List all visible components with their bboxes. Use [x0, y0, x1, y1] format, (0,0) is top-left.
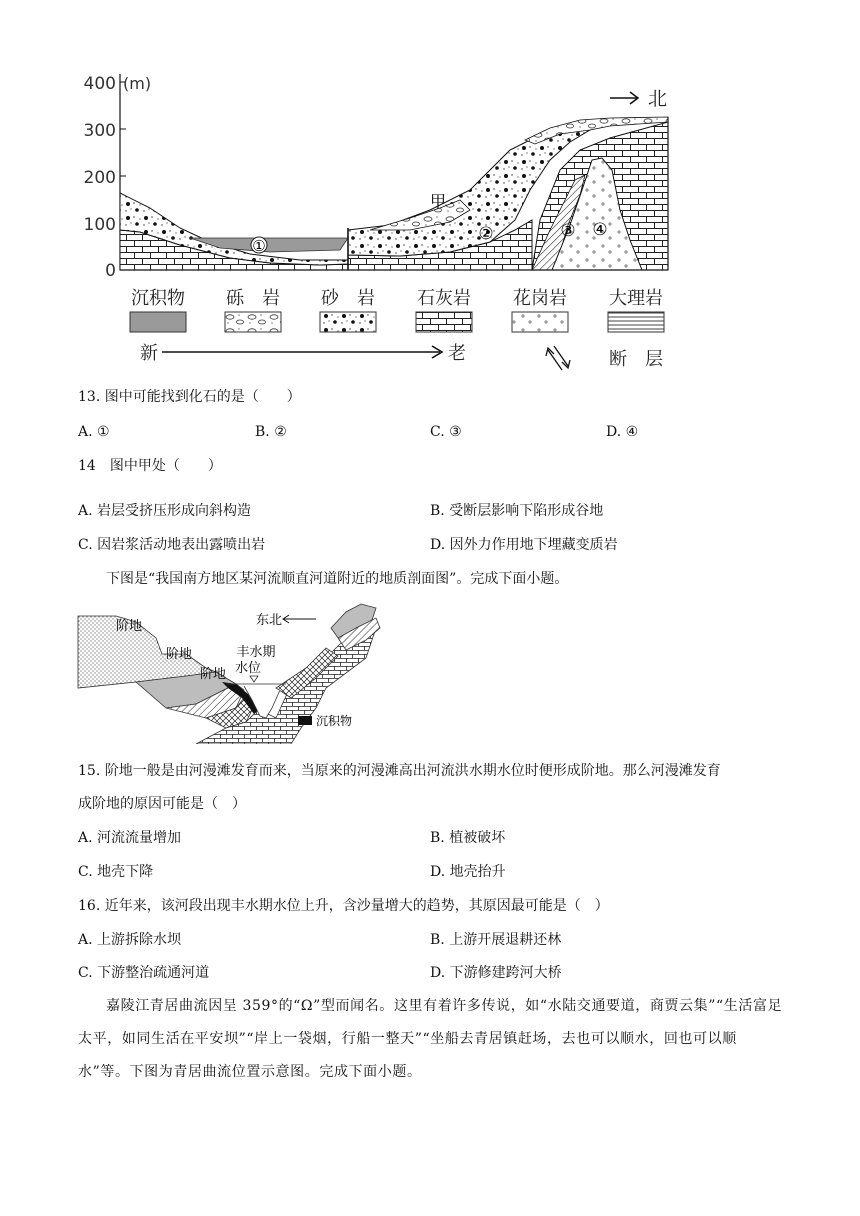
- q13-option-a[interactable]: A. ①: [78, 424, 110, 440]
- flood-level-label-line2: 水位: [234, 661, 262, 676]
- marker-1: ①: [252, 237, 266, 255]
- y-tick-label: 0: [105, 261, 116, 281]
- legend-swatch-limestone: [416, 312, 472, 332]
- question-15-stem-line2: 成阶地的原因可能是（ ）: [78, 796, 246, 812]
- age-arrow-icon: [162, 346, 442, 358]
- legend-sediment-swatch: [298, 716, 312, 725]
- fault-symbol-icon: [546, 346, 570, 370]
- q16-option-d[interactable]: D. 下游修建跨河大桥: [430, 965, 562, 981]
- terrace-label-middle: 阶地: [166, 647, 193, 662]
- legend-label: 沉积物: [131, 288, 185, 309]
- legend-label: 砾 岩: [226, 288, 280, 309]
- q15-option-a[interactable]: A. 河流流量增加: [78, 830, 182, 846]
- legend-swatch-sediment: [130, 312, 186, 332]
- q16-option-c[interactable]: C. 下游整治疏通河道: [78, 965, 210, 981]
- legend-label: 石灰岩: [417, 288, 471, 309]
- legend-sediment-label: 沉积物: [316, 714, 353, 728]
- figure2-intro: 下图是“我国南方地区某河流顺直河道附近的地质剖面图”。完成下面小题。: [106, 571, 569, 587]
- legend-swatch-conglomerate: [225, 312, 281, 332]
- q13-option-b[interactable]: B. ②: [255, 424, 287, 440]
- legend-label: 花岗岩: [513, 288, 567, 309]
- q14-option-a[interactable]: A. 岩层受挤压形成向斜构造: [78, 503, 252, 519]
- north-label: 北: [648, 88, 668, 110]
- legend-label: 大理岩: [609, 288, 663, 309]
- q16-option-b[interactable]: B. 上游开展退耕还林: [430, 932, 562, 948]
- figure3-intro-paragraph: 嘉陵江青居曲流因呈 359°的“Ω”型而闻名。这里有着许多传说，如“水陆交通要道，商贾云集”“生活富足太平，如同生活在平安坝”“岸上一袋烟，行船一整天”“坐船去青居镇赶场，去也可以顺水，回也可以顺水”等。下图为青居曲流位置示意图。完成下面小题。: [78, 998, 783, 1080]
- q16-option-a[interactable]: A. 上游拆除水坝: [78, 932, 182, 948]
- y-tick-label: 200: [83, 168, 116, 188]
- river-profile-figure: [76, 598, 396, 744]
- legend-label: 砂 岩: [321, 288, 375, 309]
- legend-swatch-marble: [608, 312, 664, 332]
- q15-option-b[interactable]: B. 植被破坏: [430, 830, 506, 846]
- question-16-stem: 16. 近年来，该河段出现丰水期水位上升，含沙量增大的趋势，其原因最可能是（ ）: [78, 898, 609, 914]
- y-tick-label: 400: [83, 74, 116, 94]
- geological-profile-figure: [70, 60, 710, 375]
- direction-arrow-icon: [283, 615, 316, 623]
- terrace-label-upper: 阶地: [116, 619, 143, 634]
- water-level-marker-icon: [250, 676, 258, 682]
- marker-3: ③: [560, 221, 576, 241]
- flood-level-label-line1: 丰水期: [236, 645, 276, 660]
- jia-label: 甲: [429, 192, 447, 211]
- q15-option-c[interactable]: C. 地壳下降: [78, 864, 154, 880]
- legend-swatch-sandstone: [320, 312, 376, 332]
- q13-option-d[interactable]: D. ④: [606, 424, 639, 440]
- terrace-label-lower: 阶地: [200, 667, 227, 682]
- legend-swatch-granite: [512, 312, 568, 332]
- marker-2: ②: [478, 224, 494, 244]
- q13-option-c[interactable]: C. ③: [430, 424, 462, 440]
- fault-label: 断 层: [609, 349, 663, 370]
- q14-option-d[interactable]: D. 因外力作用地下埋藏变质岩: [430, 537, 618, 553]
- question-13-stem: 13. 图中可能找到化石的是（ ）: [78, 389, 301, 405]
- q14-option-b[interactable]: B. 受断层影响下陷形成谷地: [430, 503, 604, 519]
- q15-option-d[interactable]: D. 地壳抬升: [430, 864, 506, 880]
- y-tick-label: 100: [83, 215, 116, 235]
- direction-label: 东北: [256, 613, 283, 628]
- age-old-label: 老: [448, 343, 466, 364]
- marker-4: ④: [592, 220, 608, 240]
- question-15-stem-line1: 15. 阶地一般是由河漫滩发育而来，当原来的河漫滩高出河流洪水期水位时便形成阶地。那么河漫滩发育: [78, 763, 721, 779]
- q14-option-c[interactable]: C. 因岩浆活动地表出露喷出岩: [78, 537, 266, 553]
- age-new-label: 新: [140, 343, 158, 364]
- north-arrow-icon: [610, 92, 638, 104]
- y-tick-label: 300: [83, 121, 116, 141]
- question-14-stem: 14 图中甲处（ ）: [78, 458, 222, 474]
- y-axis-unit: (m): [123, 74, 152, 93]
